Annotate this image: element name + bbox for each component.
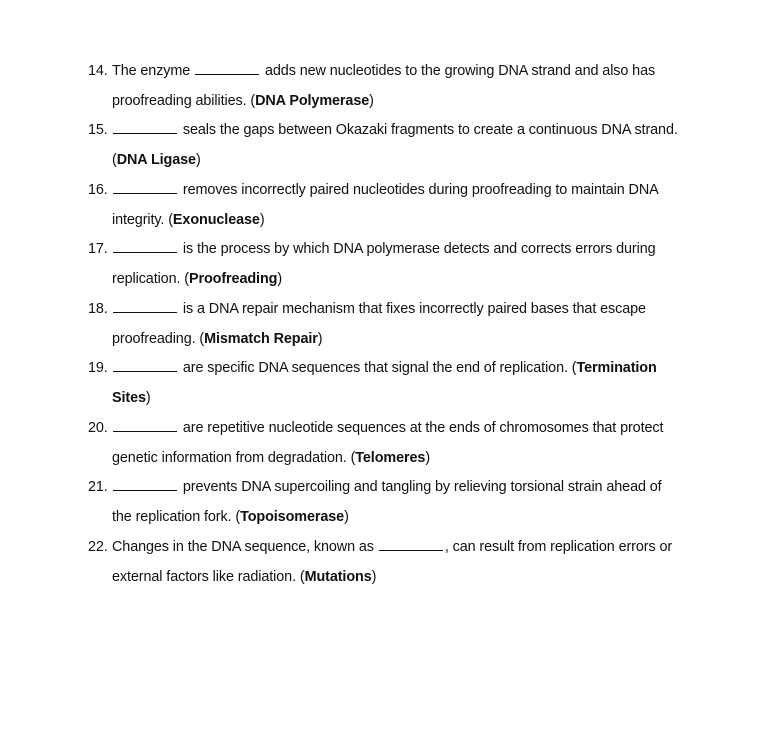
answer-key: Mutations (304, 568, 372, 585)
answer-blank (113, 477, 177, 491)
answer-key: Mismatch Repair (204, 330, 318, 347)
question-line-1 (88, 235, 708, 265)
question-19 (88, 354, 708, 414)
answer-key: DNA Polymerase (255, 92, 370, 109)
question-text-continued: proofreading abilities. ( (112, 92, 256, 109)
answer-close-paren: ) (145, 389, 151, 406)
question-text-continued: proofreading. ( (112, 330, 205, 347)
question-text-after-blank: are repetitive nucleotide sequences at the ends of chromosomes that protect (182, 420, 664, 436)
question-text-after-blank: adds new nucleotides to the growing DNA strand and also has (265, 63, 656, 79)
question-line-1 (88, 533, 708, 563)
answer-close-paren: ) (317, 330, 323, 347)
question-line-1 (88, 354, 708, 384)
answer-blank (113, 299, 177, 313)
answer-key-part-2: Sites (112, 389, 146, 406)
question-number: 19. (88, 360, 108, 376)
answer-close-paren: ) (195, 151, 201, 168)
question-line-1 (88, 116, 708, 146)
question-line-1 (88, 473, 708, 503)
question-number: 15. (88, 122, 108, 138)
answer-blank (195, 61, 259, 75)
answer-blank (113, 120, 177, 134)
question-text-continued: replication. ( (112, 270, 189, 287)
question-text-after-blank: seals the gaps between Okazaki fragments to create a continuous DNA strand. (182, 122, 678, 138)
question-text-after-blank: , can result from replication errors or (444, 539, 673, 555)
answer-key: Topoisomerase (240, 508, 345, 525)
question-number: 18. (88, 301, 108, 317)
question-number: 16. (88, 182, 108, 198)
answer-close-paren: ) (369, 92, 374, 109)
question-16 (88, 176, 708, 236)
question-number: 21. (88, 479, 108, 495)
question-text-after-blank: is a DNA repair mechanism that fixes incorrectly paired bases that escape (182, 301, 646, 317)
question-line-1 (88, 295, 708, 325)
answer-key: Proofreading (188, 270, 278, 287)
answer-blank (113, 239, 177, 253)
question-text-continued: genetic information from degradation. ( (112, 449, 356, 466)
question-line-2 (88, 563, 708, 593)
question-20 (88, 414, 708, 474)
answer-close-paren: ) (277, 270, 283, 287)
answer-blank (113, 180, 177, 194)
question-14 (88, 57, 708, 117)
question-text-after-blank: is the process by which DNA polymerase detects and corrects errors during (182, 241, 656, 257)
question-text-after-blank: are specific DNA sequences that signal the end of replication. ( (182, 360, 577, 376)
question-21 (88, 473, 708, 533)
answer-key: Exonuclease (172, 211, 260, 228)
question-text-continued: external factors like radiation. ( (112, 568, 305, 585)
answer-close-paren: ) (344, 508, 349, 525)
question-number: 22. (88, 539, 108, 555)
question-15 (88, 116, 708, 176)
question-text-continued: ( (112, 151, 117, 168)
question-number: 20. (88, 420, 108, 436)
question-line-2 (88, 206, 708, 236)
answer-key-part-1: Termination (576, 360, 657, 376)
answer-close-paren: ) (425, 449, 431, 466)
question-line-2 (88, 146, 708, 176)
question-line-2 (88, 384, 708, 414)
question-line-2 (88, 503, 708, 533)
answer-close-paren: ) (371, 568, 377, 585)
question-text-continued: integrity. ( (112, 211, 173, 228)
question-line-2 (88, 87, 708, 117)
answer-blank (113, 418, 177, 432)
answer-close-paren: ) (259, 211, 265, 228)
question-18 (88, 295, 708, 355)
answer-blank (113, 358, 177, 372)
question-line-2 (88, 265, 708, 295)
question-line-1 (88, 176, 708, 206)
answer-blank (379, 537, 443, 551)
question-line-2 (88, 444, 708, 474)
question-text-before-blank: Changes in the DNA sequence, known as (112, 539, 374, 555)
question-line-1 (88, 414, 708, 444)
question-22 (88, 533, 708, 593)
question-line-1 (88, 57, 708, 87)
answer-key: DNA Ligase (116, 151, 196, 168)
question-text-before-blank: The enzyme (112, 63, 191, 79)
question-text-after-blank: removes incorrectly paired nucleotides during proofreading to maintain DNA (182, 182, 659, 198)
question-line-2 (88, 325, 708, 355)
question-number: 14. (88, 63, 108, 79)
question-number: 17. (88, 241, 108, 257)
answer-key: Telomeres (355, 449, 426, 466)
question-text-after-blank: prevents DNA supercoiling and tangling by relieving torsional strain ahead of (182, 479, 662, 495)
question-text-continued: the replication fork. ( (112, 508, 241, 525)
question-17 (88, 235, 708, 295)
